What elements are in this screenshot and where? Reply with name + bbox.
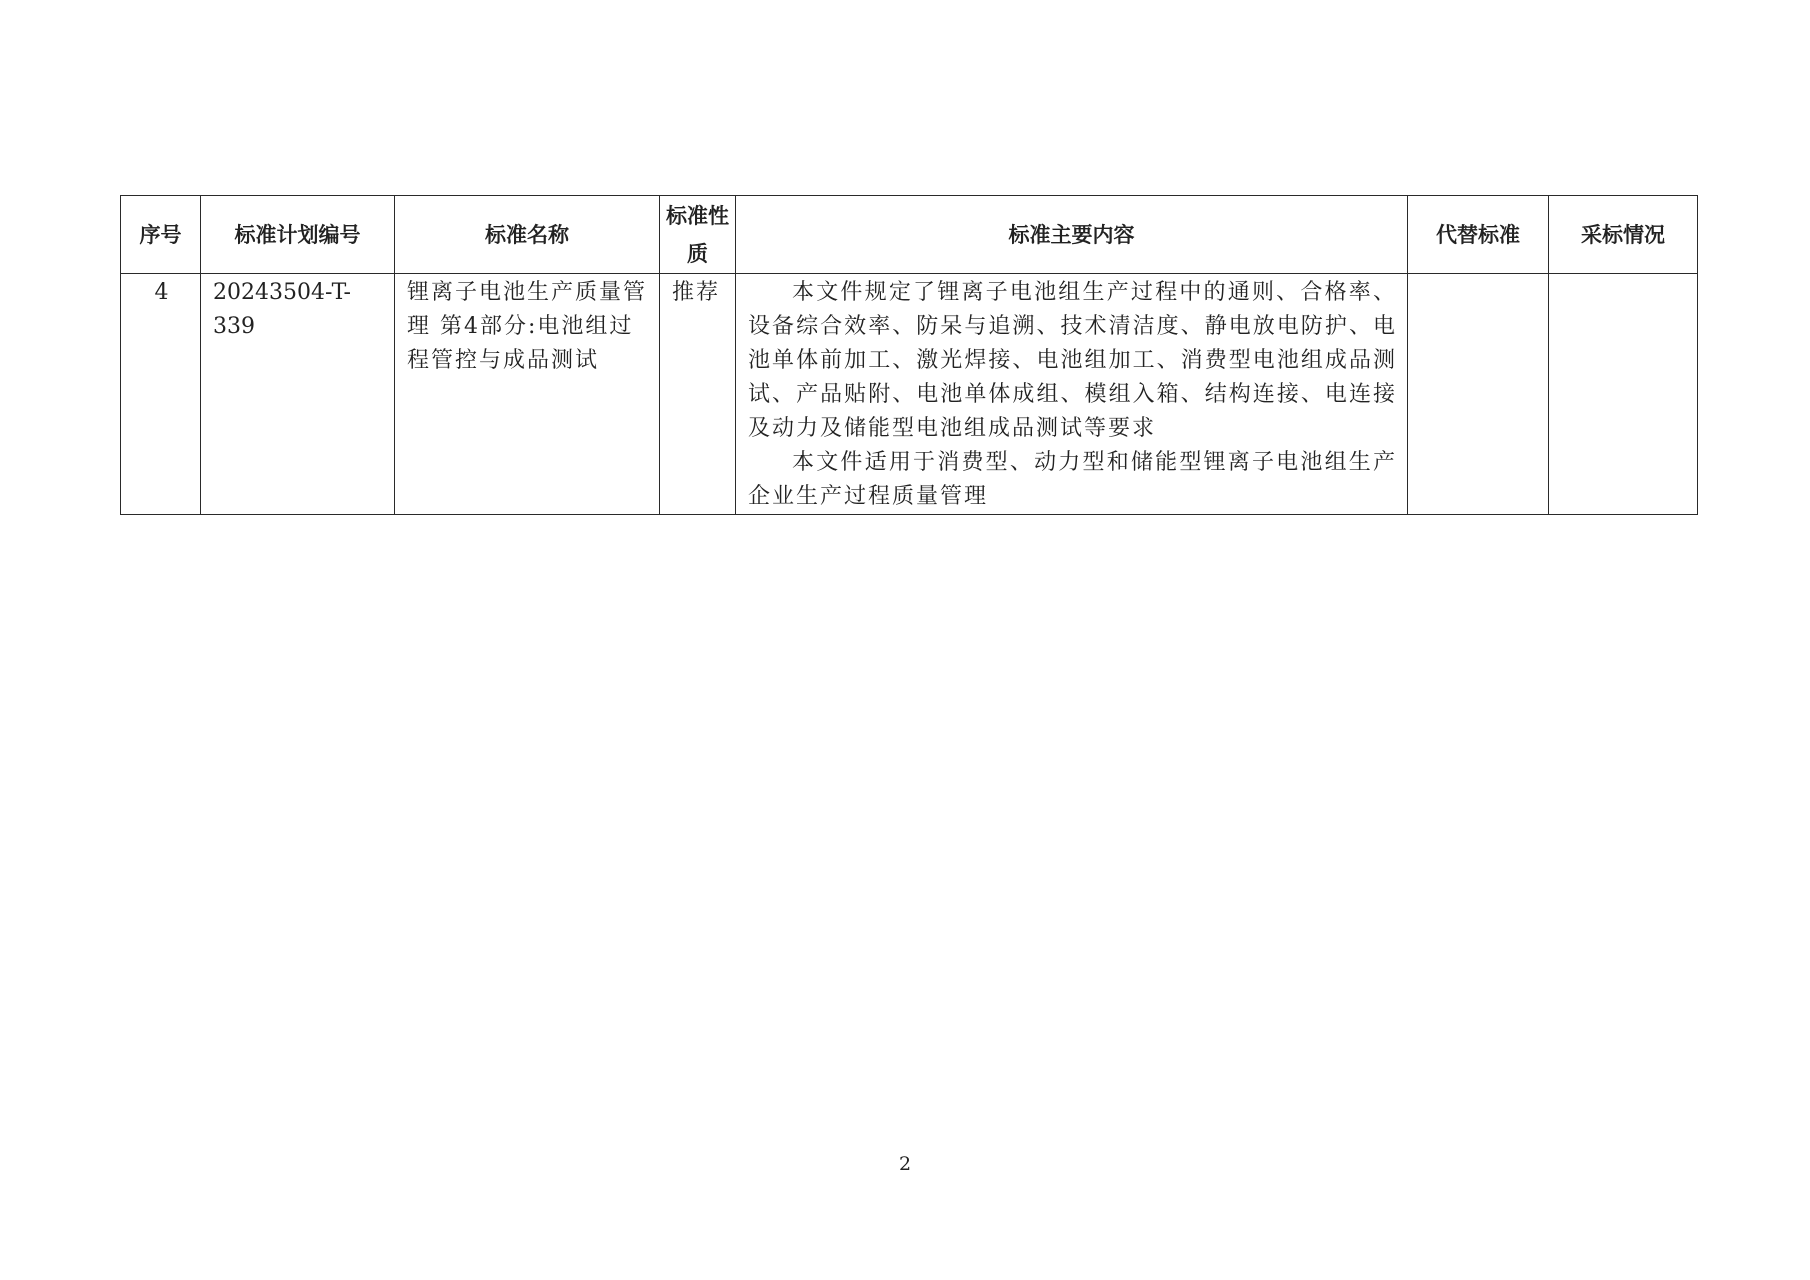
header-replaces: 代替标准 [1408,196,1549,274]
content-paragraph-applicability: 本文件适用于消费型、动力型和储能型锂离子电池组生产企业生产过程质量管理 [748,450,1397,509]
table-row [121,274,1698,515]
cell-nature: 推荐 [660,274,736,515]
header-seq: 序号 [121,196,201,274]
cell-content [736,274,1408,515]
standards-table [120,195,1698,515]
header-plan-code: 标准计划编号 [201,196,395,274]
cell-standard-name: 锂离子电池生产质量管理 第4部分:电池组过程管控与成品测试 [395,274,660,515]
cell-adoption [1549,274,1698,515]
table-header-row [121,196,1698,274]
header-nature: 标准性质 [660,196,736,274]
header-adoption: 采标情况 [1549,196,1698,274]
cell-plan-code: 20243504-T-339 [201,274,395,515]
page-number: 2 [898,1153,912,1175]
content-paragraph-scope: 本文件规定了锂离子电池组生产过程中的通则、合格率、设备综合效率、防呆与追溯、技术清洁度、静电放电防护、电池单体前加工、激光焊接、电池组加工、消费型电池组成品测试、产品贴附、电池单体成组、模组入箱、结构连接、电连接及动力及储能型电池组成品测试等要求 [748,280,1397,441]
cell-seq: 4 [121,274,201,515]
header-content: 标准主要内容 [736,196,1408,274]
header-name: 标准名称 [395,196,660,274]
cell-replaces [1408,274,1549,515]
